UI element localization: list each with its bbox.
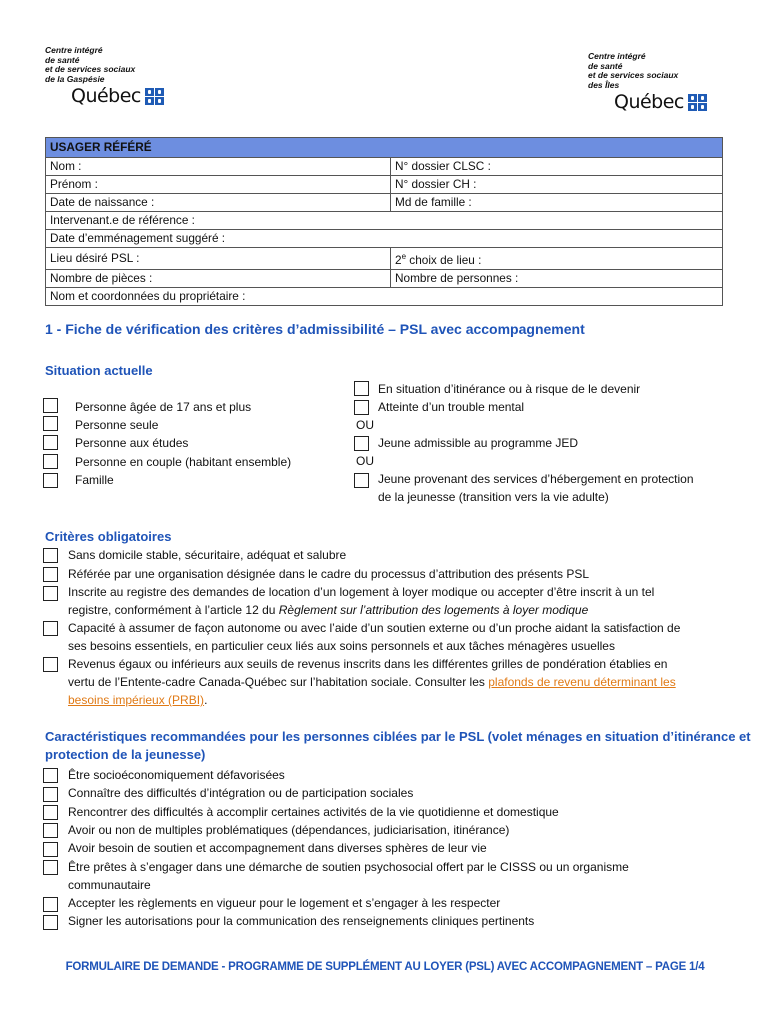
checkbox-caracteristique[interactable] — [43, 897, 58, 912]
critere-item: Inscrite au registre des demandes de location d’un logement à loyer modique ou accepter d’être inscrit à un tel — [68, 585, 655, 599]
field-proprietaire[interactable]: Nom et coordonnées du propriétaire : — [46, 287, 723, 305]
logo-line: et de services sociaux — [588, 70, 679, 80]
situation-item: Jeune admissible au programme JED — [378, 436, 579, 450]
cisss-gaspesie-logo — [45, 46, 164, 107]
logo-line: Centre intégré — [45, 45, 103, 55]
checkbox-protection-jeunesse[interactable] — [354, 473, 369, 488]
logo-line: de santé — [588, 60, 623, 71]
logo-line: Centre intégré — [588, 51, 646, 61]
checkbox-jed[interactable] — [354, 436, 369, 451]
checkbox-caracteristique[interactable] — [43, 915, 58, 930]
caracteristique-item: Avoir ou non de multiples problématiques (dépendances, judiciarisation, itinérance) — [68, 823, 510, 837]
checkbox-capacite[interactable] — [43, 621, 58, 636]
quebec-wordmark: Québec — [614, 91, 684, 113]
checkbox-caracteristique[interactable] — [43, 823, 58, 838]
critere-text: vertu de l’Entente-cadre Canada-Québec sur l’habitation sociale. Consulter les — [68, 675, 489, 689]
critere-text: registre, conformément à l’article 12 du — [68, 603, 279, 617]
field-prenom[interactable]: Prénom : — [46, 176, 391, 194]
cisss-iles-logo — [588, 52, 707, 113]
situation-item: Famille — [75, 473, 114, 487]
field-lieu-desire[interactable]: Lieu désiré PSL : — [46, 248, 391, 270]
caracteristique-item: Être prêtes à s’engager dans une démarche de soutien psychosocial offert par le CISSS ou un organisme — [68, 860, 629, 874]
ou-label: OU — [356, 418, 374, 432]
situation-item: Personne âgée de 17 ans et plus — [75, 400, 252, 414]
caracteristique-item: Être socioéconomiquement défavorisées — [68, 768, 285, 782]
logo-line: de la Gaspésie — [45, 73, 105, 84]
quebec-flag-icon — [688, 94, 707, 111]
caracteristique-item: Signer les autorisations pour la communication des renseignements cliniques pertinents — [68, 914, 535, 928]
checkbox-trouble-mental[interactable] — [354, 400, 369, 415]
field-dossier-ch[interactable]: N° dossier CH : — [391, 176, 723, 194]
field-nombre-personnes[interactable]: Nombre de personnes : — [391, 269, 723, 287]
situation-item: Personne aux études — [75, 436, 189, 450]
critere-item-line — [68, 601, 588, 619]
quebec-flag-icon — [145, 88, 164, 105]
checkbox-caracteristique[interactable] — [43, 842, 58, 857]
critere-item: Revenus égaux ou inférieurs aux seuils de revenus inscrits dans les différentes grilles de pondération établies en — [68, 657, 668, 671]
field-nom[interactable]: Nom : — [46, 158, 391, 176]
field-date-emmenagement[interactable]: Date d’emménagement suggéré : — [46, 230, 723, 248]
caracteristique-item: Accepter les règlements en vigueur pour le logement et s’engager à les respecter — [68, 896, 501, 910]
checkbox-famille[interactable] — [43, 473, 58, 488]
prbi-link[interactable]: plafonds de revenu déterminant les — [488, 675, 676, 689]
usager-refere-table — [45, 137, 723, 306]
situation-item: Personne seule — [75, 418, 159, 432]
checkbox-caracteristique[interactable] — [43, 787, 58, 802]
situation-title: Situation actuelle — [45, 363, 153, 378]
checkbox-revenus[interactable] — [43, 657, 58, 672]
critere-item-line — [68, 673, 676, 691]
critere-item: ses besoins essentiels, en particulier ceux liés aux soins personnels et aux tâches ménagères usuelles — [68, 639, 615, 653]
checkbox-caracteristique[interactable] — [43, 860, 58, 875]
caracteristique-item: Connaître des difficultés d’intégration ou de participation sociales — [68, 786, 414, 800]
caracteristiques-title-line1: Caractéristiques recommandées pour les personnes ciblées par le PSL (volet ménages en situation d’itinérance et — [45, 729, 751, 744]
criteres-title: Critères obligatoires — [45, 529, 172, 544]
logo-line: de santé — [45, 54, 80, 65]
caracteristique-item: Avoir besoin de soutien et accompagnement dans diverses sphères de leur vie — [68, 841, 487, 855]
field-nombre-pieces[interactable]: Nombre de pièces : — [46, 269, 391, 287]
checkbox-couple[interactable] — [43, 454, 58, 469]
checkbox-personne-seule[interactable] — [43, 416, 58, 431]
critere-text: . — [204, 693, 208, 707]
field-date-naissance[interactable]: Date de naissance : — [46, 194, 391, 212]
logo-line: et de services sociaux — [45, 64, 136, 74]
reglement-title: Règlement sur l’attribution des logements à loyer modique — [278, 603, 589, 617]
logo-line: des Îles — [588, 79, 620, 90]
situation-item: En situation d’itinérance ou à risque de le devenir — [378, 382, 641, 396]
section-title: 1 - Fiche de vérification des critères d’admissibilité – PSL avec accompagnement — [45, 321, 585, 337]
field-second-choix[interactable]: 2e choix de lieu : — [391, 248, 723, 270]
checkbox-referee[interactable] — [43, 567, 58, 582]
situation-item: Atteinte d’un trouble mental — [378, 400, 525, 414]
critere-item: Sans domicile stable, sécuritaire, adéquat et salubre — [68, 548, 347, 562]
page-footer: FORMULAIRE DE DEMANDE - PROGRAMME DE SUPPLÉMENT AU LOYER (PSL) AVEC ACCOMPAGNEMENT – PAGE 1/4 — [65, 961, 705, 973]
checkbox-registre[interactable] — [43, 586, 58, 601]
field-intervenant[interactable]: Intervenant.e de référence : — [46, 212, 723, 230]
checkbox-age-17[interactable] — [43, 398, 58, 413]
critere-item-line — [68, 691, 207, 709]
checkbox-caracteristique[interactable] — [43, 805, 58, 820]
field-dossier-clsc[interactable]: N° dossier CLSC : — [391, 158, 723, 176]
caracteristiques-title-line2: protection de la jeunesse) — [45, 747, 206, 762]
checkbox-caracteristique[interactable] — [43, 768, 58, 783]
critere-item: Référée par une organisation désignée dans le cadre du processus d’attribution des présents PSL — [68, 567, 589, 581]
prbi-link-continued[interactable]: besoins impérieux (PRBI) — [68, 693, 205, 707]
usager-header: USAGER RÉFÉRÉ — [46, 138, 723, 158]
quebec-wordmark: Québec — [71, 85, 141, 107]
ou-label: OU — [356, 454, 374, 468]
situation-item: Jeune provenant des services d’hébergement en protection — [378, 472, 694, 486]
checkbox-sans-domicile[interactable] — [43, 548, 58, 563]
checkbox-itinerance[interactable] — [354, 381, 369, 396]
checkbox-etudes[interactable] — [43, 435, 58, 450]
caracteristique-item: Rencontrer des difficultés à accomplir certaines activités de la vie quotidienne et domestique — [68, 805, 559, 819]
situation-item: Personne en couple (habitant ensemble) — [75, 455, 292, 469]
situation-item: de la jeunesse (transition vers la vie adulte) — [378, 490, 609, 504]
critere-item: Capacité à assumer de façon autonome ou avec l’aide d’un soutien externe ou d’un proche aidant la satisfaction de — [68, 621, 681, 635]
field-md-famille[interactable]: Md de famille : — [391, 194, 723, 212]
caracteristique-item: communautaire — [68, 878, 151, 892]
